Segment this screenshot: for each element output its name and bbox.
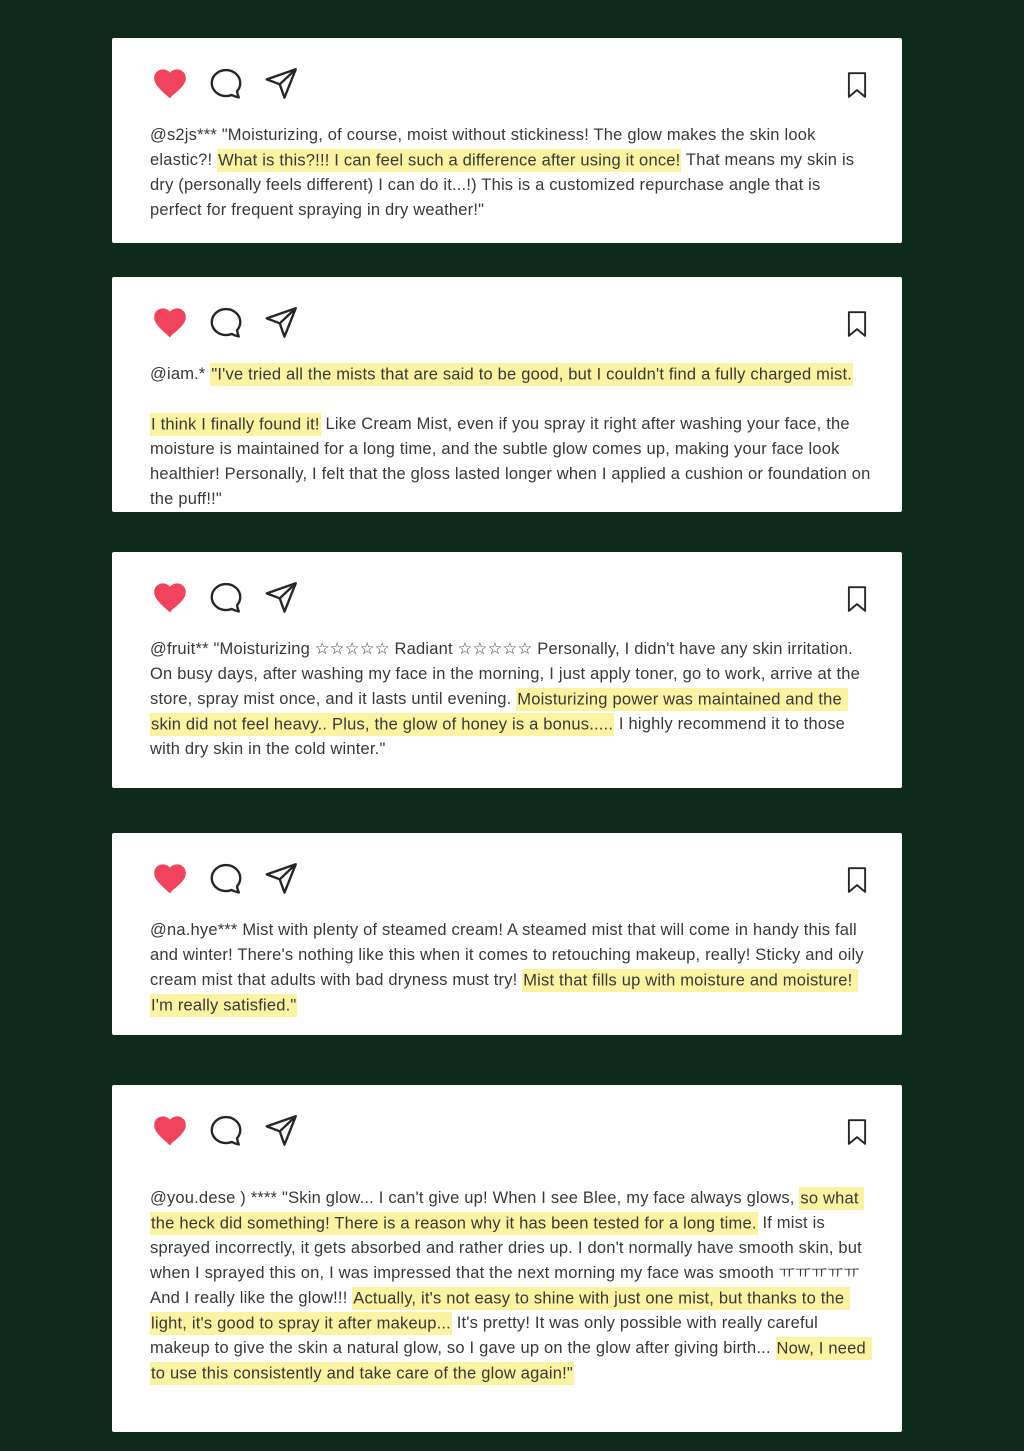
highlighted-text-segment: What is this?!!! I can feel such a difference after using it once!: [217, 149, 681, 172]
speech-bubble-icon: [207, 860, 245, 898]
review-post-card: [112, 1085, 902, 1432]
bookmark-icon: [842, 65, 872, 105]
comment-button[interactable]: [207, 304, 245, 342]
bookmark-icon: [842, 579, 872, 619]
comment-button[interactable]: [207, 1112, 245, 1150]
post-action-bar: [150, 579, 872, 619]
username[interactable]: @you.dese ) ****: [150, 1189, 278, 1207]
bookmark-icon: [842, 1112, 872, 1152]
review-text-segment: "Moisturizing, of course, moist without stickiness! The glow makes the skin look elastic?!: [150, 126, 821, 169]
save-button[interactable]: [842, 579, 872, 619]
like-button[interactable]: [150, 1112, 190, 1150]
speech-bubble-icon: [207, 65, 245, 103]
review-paragraph: [150, 412, 876, 512]
like-button[interactable]: [150, 304, 190, 342]
review-paragraph: [150, 918, 872, 1018]
review-text-segment: I highly recommend it to those with dry skin in the cold winter.": [150, 715, 850, 758]
heart-icon: [150, 304, 190, 342]
bookmark-icon: [842, 860, 872, 900]
review-post-card: [112, 277, 902, 512]
highlighted-text-segment: I think I finally found it!: [150, 413, 321, 436]
post-action-bar: [150, 304, 872, 344]
highlighted-text-segment: Now, I need to use this consistently and take care of the glow again!": [150, 1337, 872, 1385]
comment-button[interactable]: [207, 65, 245, 103]
comment-button[interactable]: [207, 579, 245, 617]
review-paragraph: [150, 637, 872, 762]
save-button[interactable]: [842, 1112, 872, 1152]
highlighted-text-segment: so what the heck did something! There is a reason why it has been tested for a long time.: [150, 1187, 864, 1235]
post-action-bar: [150, 860, 872, 900]
heart-icon: [150, 579, 190, 617]
highlighted-text-segment: "I've tried all the mists that are said to be good, but I couldn't find a fully charged mist.: [210, 363, 853, 386]
speech-bubble-icon: [207, 1112, 245, 1150]
share-button[interactable]: [262, 579, 300, 617]
like-button[interactable]: [150, 860, 190, 898]
review-text-segment: If mist is sprayed incorrectly, it gets absorbed and rather dries up. I don't normally have smooth skin, but when I sprayed this on, I was impressed that the next morning my face was smooth ㅠㅠㅠㅠㅠ And I really like the glow!!!: [150, 1214, 867, 1307]
review-paragraph: [150, 123, 872, 223]
save-button[interactable]: [842, 860, 872, 900]
share-button[interactable]: [262, 1112, 300, 1150]
speech-bubble-icon: [207, 304, 245, 342]
username[interactable]: @s2js***: [150, 126, 217, 144]
review-paragraph: [150, 362, 872, 387]
review-text: [150, 918, 872, 1018]
comment-button[interactable]: [207, 860, 245, 898]
speech-bubble-icon: [207, 579, 245, 617]
paper-plane-icon: [262, 304, 300, 342]
like-button[interactable]: [150, 65, 190, 103]
save-button[interactable]: [842, 304, 872, 344]
paper-plane-icon: [262, 1112, 300, 1150]
paper-plane-icon: [262, 579, 300, 617]
review-text: [150, 637, 872, 762]
share-button[interactable]: [262, 860, 300, 898]
paper-plane-icon: [262, 860, 300, 898]
post-action-bar: [150, 1112, 872, 1152]
bookmark-icon: [842, 304, 872, 344]
share-button[interactable]: [262, 65, 300, 103]
heart-icon: [150, 860, 190, 898]
highlighted-text-segment: Moisturizing power was maintained and the skin did not feel heavy.. Plus, the glow of honey is a bonus.....: [150, 688, 848, 736]
review-text-segment: Mist with plenty of steamed cream! A steamed mist that will come in handy this fall and winter! There's nothing like this when it comes to retouching makeup, really! Sticky and oily cream mist that adults with bad dryness must try!: [150, 921, 869, 989]
heart-icon: [150, 65, 190, 103]
review-text-segment: "Skin glow... I can't give up! When I see Blee, my face always glows,: [277, 1189, 800, 1207]
review-text-segment: It's pretty! It was only possible with really careful makeup to give the skin a natural glow, so I gave up on the glow after giving birth...: [150, 1314, 823, 1357]
review-post-card: [112, 552, 902, 788]
review-post-card: [112, 38, 902, 243]
post-action-bar: [150, 65, 872, 105]
heart-icon: [150, 1112, 190, 1150]
review-text: [150, 1186, 872, 1386]
share-button[interactable]: [262, 304, 300, 342]
highlighted-text-segment: Mist that fills up with moisture and moisture! I'm really satisfied.": [150, 969, 858, 1017]
review-text-segment: Like Cream Mist, even if you spray it right after washing your face, the moisture is maintained for a long time, and the subtle glow comes up, making your face look healthier! Personally, I felt that the gloss lasted longer when I applied a cushion or foundation on the puff!!": [150, 415, 876, 508]
paper-plane-icon: [262, 65, 300, 103]
review-text: [150, 362, 876, 512]
username[interactable]: @fruit**: [150, 640, 209, 658]
review-paragraph: [150, 1186, 872, 1386]
like-button[interactable]: [150, 579, 190, 617]
review-text-segment: "Moisturizing ☆☆☆☆☆ Radiant ☆☆☆☆☆ Personally, I didn't have any skin irritation. On busy days, after washing my face in the morning, I just apply toner, go to work, arrive at the store, spray mist once, and it lasts until evening.: [150, 640, 865, 708]
highlighted-text-segment: Actually, it's not easy to shine with just one mist, but thanks to the light, it's good to spray it after makeup...: [150, 1287, 850, 1335]
review-post-card: [112, 833, 902, 1035]
username[interactable]: @na.hye***: [150, 921, 238, 939]
save-button[interactable]: [842, 65, 872, 105]
review-text: [150, 123, 872, 223]
review-text-segment: That means my skin is dry (personally feels different) I can do it...!) This is a customized repurchase angle that is perfect for frequent spraying in dry weather!": [150, 151, 860, 219]
username[interactable]: @iam.*: [150, 365, 206, 383]
